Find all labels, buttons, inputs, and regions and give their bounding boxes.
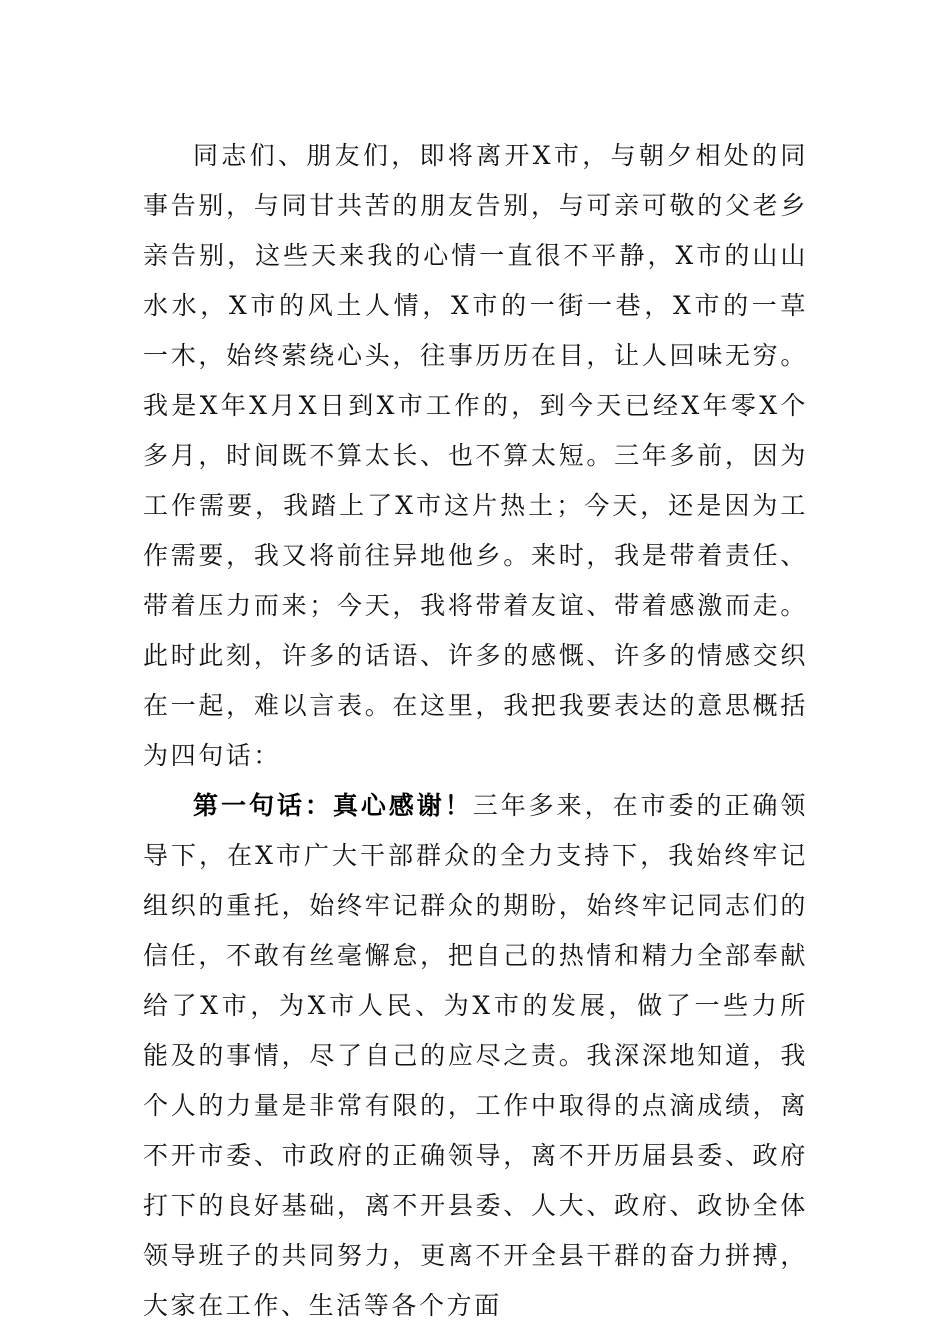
paragraph-first-point (143, 781, 808, 1331)
paragraph-intro-text: 同志们、朋友们，即将离开X市，与朝夕相处的同事告别，与同甘共苦的朋友告别，与可亲可敬的父老乡亲告别，这些天来我的心情一直很不平静，X市的山山水水，X市的风土人情，X市的一街一巷，X市的一草一木，始终萦绕心头，往事历历在目，让人回味无穷。我是X年X月X日到X市工作的，到今天已经X年零X个多月，时间既不算太长、也不算太短。三年多前，因为工作需要，我踏上了X市这片热土；今天，还是因为工作需要，我又将前往异地他乡。来时，我是带着责任、带着压力而来；今天，我将带着友谊、带着感激而走。此时此刻，许多的话语、许多的感慨、许多的情感交织在一起，难以言表。在这里，我把我要表达的意思概括为四句话： (143, 141, 808, 770)
paragraph-heading: 第一句话：真心感谢！ (193, 791, 473, 820)
paragraph-first-point-text: 三年多来，在市委的正确领导下，在X市广大干部群众的全力支持下，我始终牢记组织的重托，始终牢记群众的期盼，始终牢记同志们的信任，不敢有丝毫懈怠，把自己的热情和精力全部奉献给了X市，为X市人民、为X市的发展，做了一些力所能及的事情，尽了自己的应尽之责。我深深地知道，我个人的力量是非常有限的，工作中取得的点滴成绩，离不开市委、市政府的正确领导，离不开历届县委、政府打下的良好基础，离不开县委、人大、政府、政协全体领导班子的共同努力，更离不开全县干群的奋力拼搏，大家在工作、生活等各个方面 (143, 791, 808, 1320)
document-body (143, 131, 808, 1331)
paragraph-intro (143, 131, 808, 781)
